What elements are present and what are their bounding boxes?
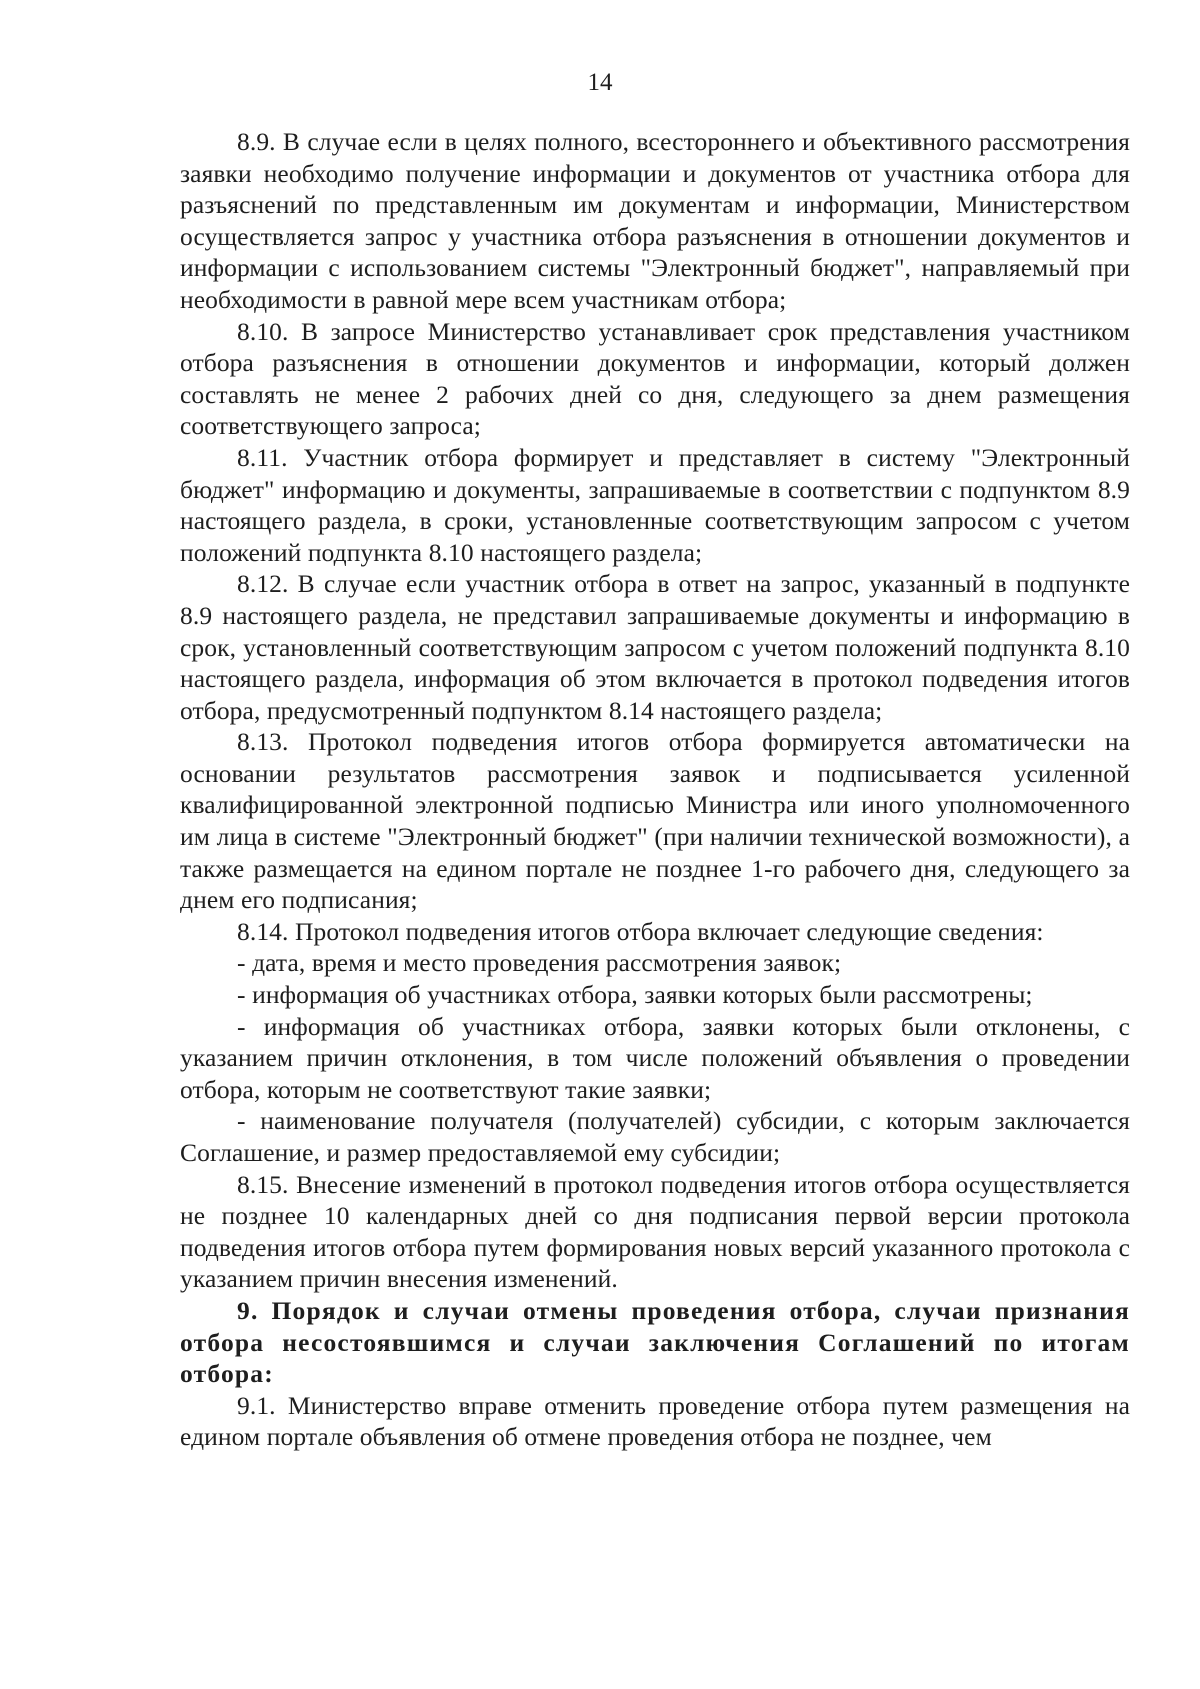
- section-9-heading: 9. Порядок и случаи отмены проведения отбора, случаи признания отбора несостоявшимся и случаи заключения Соглашений по итогам отбора:: [180, 1295, 1130, 1389]
- list-item-date-time-place: - дата, время и место проведения рассмотрения заявок;: [237, 948, 842, 978]
- paragraph-8-11: 8.11. Участник отбора формирует и представляет в систему "Электронный бюджет" информацию и документы, запрашиваемые в соответствии с подпунктом 8.9 настоящего раздела, в сроки, установленные соответствующим запросом с учетом положений подпункта 8.10 настоящего раздела;: [180, 442, 1130, 567]
- paragraph-8-9: 8.9. В случае если в целях полного, всестороннего и объективного рассмотрения заявки необходимо получение информации и документов от участника отбора для разъяснений по представленным им документам и информации, Министерством осуществляется запрос у участника отбора разъяснения в отношении документов и информации с использованием системы "Электронный бюджет", направляемый при необходимости в равной мере всем участникам отбора;: [180, 127, 1130, 314]
- list-item-rejected-participants: - информация об участниках отбора, заявки которых были отклонены, с указанием причин отклонения, в том числе положений объявления о проведении отбора, которым не соответствуют такие заявки;: [180, 1011, 1130, 1104]
- paragraph-8-12: 8.12. В случае если участник отбора в ответ на запрос, указанный в подпункте 8.9 настоящего раздела, не представил запрашиваемые документы и информацию в срок, установленный соответствующим запросом с учетом положений подпункта 8.10 настоящего раздела, информация об этом включается в протокол подведения итогов отбора, предусмотренный подпунктом 8.14 настоящего раздела;: [180, 569, 1130, 725]
- paragraph-9-1: 9.1. Министерство вправе отменить проведение отбора путем размещения на едином портале объявления об отмене проведения отбора не позднее, чем: [180, 1390, 1130, 1452]
- page-number: 14: [587, 69, 613, 96]
- paragraph-8-13: 8.13. Протокол подведения итогов отбора формируется автоматически на основании результатов рассмотрения заявок и подписывается усиленной квалифицированной электронной подписью Министра или иного уполномоченного им лица в системе "Электронный бюджет" (при наличии технической возможности), а также размещается на едином портале не позднее 1-го рабочего дня, следующего за днем его подписания;: [180, 727, 1130, 915]
- paragraph-8-15: 8.15. Внесение изменений в протокол подведения итогов отбора осуществляется не позднее 10 календарных дней со дня подписания первой версии протокола подведения итогов отбора путем формирования новых версий указанного протокола с указанием причин внесения изменений.: [180, 1169, 1130, 1294]
- paragraph-8-10: 8.10. В запросе Министерство устанавливает срок представления участником отбора разъяснения в отношении документов и информации, который должен составлять не менее 2 рабочих дней со дня, следующего за днем размещения соответствующего запроса;: [180, 316, 1130, 441]
- list-item-recipient-name: - наименование получателя (получателей) субсидии, с которым заключается Соглашение, и размер предоставляемой ему субсидии;: [180, 1106, 1130, 1167]
- document-body: [180, 126, 1130, 1453]
- list-item-reviewed-participants: - информация об участниках отбора, заявки которых были рассмотрены;: [237, 980, 1033, 1010]
- paragraph-8-14: 8.14. Протокол подведения итогов отбора включает следующие сведения:: [237, 916, 1044, 946]
